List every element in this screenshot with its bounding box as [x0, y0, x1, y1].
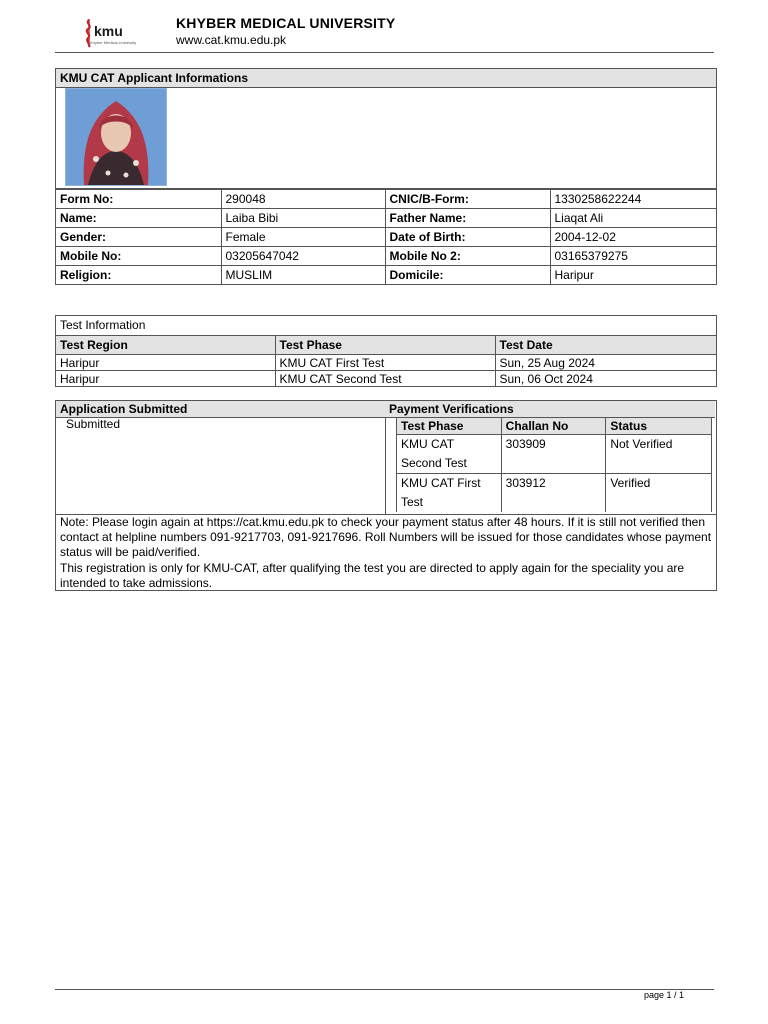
test-info-table [56, 336, 716, 386]
application-status: Submitted [66, 417, 121, 431]
table-row [56, 247, 716, 266]
challan-no-cell: 303912 [501, 474, 606, 513]
payment-status-cell: Not Verified [606, 435, 712, 474]
father-name-label: Father Name: [385, 209, 550, 228]
test-region-cell: Haripur [56, 355, 275, 371]
test-phase-cell: KMU CAT Second Test [275, 371, 495, 387]
photo-row [56, 88, 716, 189]
challan-no-header: Challan No [501, 418, 606, 435]
test-info-section [55, 315, 717, 387]
payment-phase-cell: KMU CAT First Test [397, 474, 502, 513]
mobile2-value: 03165379275 [550, 247, 716, 266]
domicile-label: Domicile: [385, 266, 550, 285]
applicant-photo [65, 88, 167, 186]
cnic-value: 1330258622244 [550, 190, 716, 209]
payment-status-cell: Verified [606, 474, 712, 513]
table-row [397, 474, 712, 513]
application-submitted-header: Application Submitted [56, 401, 390, 418]
challan-no-cell: 303909 [501, 435, 606, 474]
table-row [56, 228, 716, 247]
logo-text: kmu [94, 23, 123, 39]
table-row [56, 266, 716, 285]
test-region-header: Test Region [56, 336, 275, 355]
mobile-label: Mobile No: [56, 247, 221, 266]
cnic-label: CNIC/B-Form: [385, 190, 550, 209]
test-info-caption: Test Information [56, 316, 716, 336]
payment-status-header: Status [606, 418, 712, 435]
page-number: page 1 / 1 [644, 990, 685, 1000]
domicile-value: Haripur [550, 266, 716, 285]
table-row [56, 190, 716, 209]
table-row [56, 355, 716, 371]
payment-note: Note: Please login again at https://cat.kmu.edu.pk to check your payment status after 48 hours. If it is still not verified then contact at helpline numbers 091-9217703, 091-9217696. Roll Numbers will be issued for those candidates whose payment status will be paid/verified. [60, 515, 712, 560]
name-value: Laiba Bibi [221, 209, 385, 228]
test-phase-header: Test Phase [275, 336, 495, 355]
mobile-value: 03205647042 [221, 247, 385, 266]
test-date-cell: Sun, 06 Oct 2024 [495, 371, 716, 387]
father-name-value: Liaqat Ali [550, 209, 716, 228]
payment-verifications-header: Payment Verifications [386, 401, 715, 418]
logo-subtext: Khyber Medical University [90, 40, 137, 45]
dob-value: 2004-12-02 [550, 228, 716, 247]
footer-divider [55, 989, 714, 990]
applicant-info-section [55, 68, 717, 285]
table-row [56, 209, 716, 228]
gender-label: Gender: [56, 228, 221, 247]
payment-table [396, 417, 712, 512]
test-date-cell: Sun, 25 Aug 2024 [495, 355, 716, 371]
table-row [397, 435, 712, 474]
document-header [55, 12, 714, 53]
applicant-info-table [56, 189, 716, 284]
payment-phase-cell: KMU CAT Second Test [397, 435, 502, 474]
table-header-row [397, 418, 712, 435]
test-phase-cell: KMU CAT First Test [275, 355, 495, 371]
table-header-row [56, 336, 716, 355]
test-region-cell: Haripur [56, 371, 275, 387]
name-label: Name: [56, 209, 221, 228]
applicant-info-title: KMU CAT Applicant Informations [56, 69, 716, 88]
dob-label: Date of Birth: [385, 228, 550, 247]
registration-note: This registration is only for KMU-CAT, after qualifying the test you are directed to apply again for the speciality you are intended to take admissions. [60, 560, 685, 590]
form-no-label: Form No: [56, 190, 221, 209]
note-text [56, 514, 716, 591]
mobile2-label: Mobile No 2: [385, 247, 550, 266]
university-website: www.cat.kmu.edu.pk [176, 33, 287, 47]
payment-phase-header: Test Phase [397, 418, 502, 435]
form-no-value: 290048 [221, 190, 385, 209]
kmu-logo [81, 17, 137, 49]
divider [385, 417, 386, 514]
university-name: KHYBER MEDICAL UNIVERSITY [176, 15, 396, 31]
religion-label: Religion: [56, 266, 221, 285]
table-row [56, 371, 716, 387]
gender-value: Female [221, 228, 385, 247]
test-date-header: Test Date [495, 336, 716, 355]
religion-value: MUSLIM [221, 266, 385, 285]
application-section [55, 400, 717, 591]
